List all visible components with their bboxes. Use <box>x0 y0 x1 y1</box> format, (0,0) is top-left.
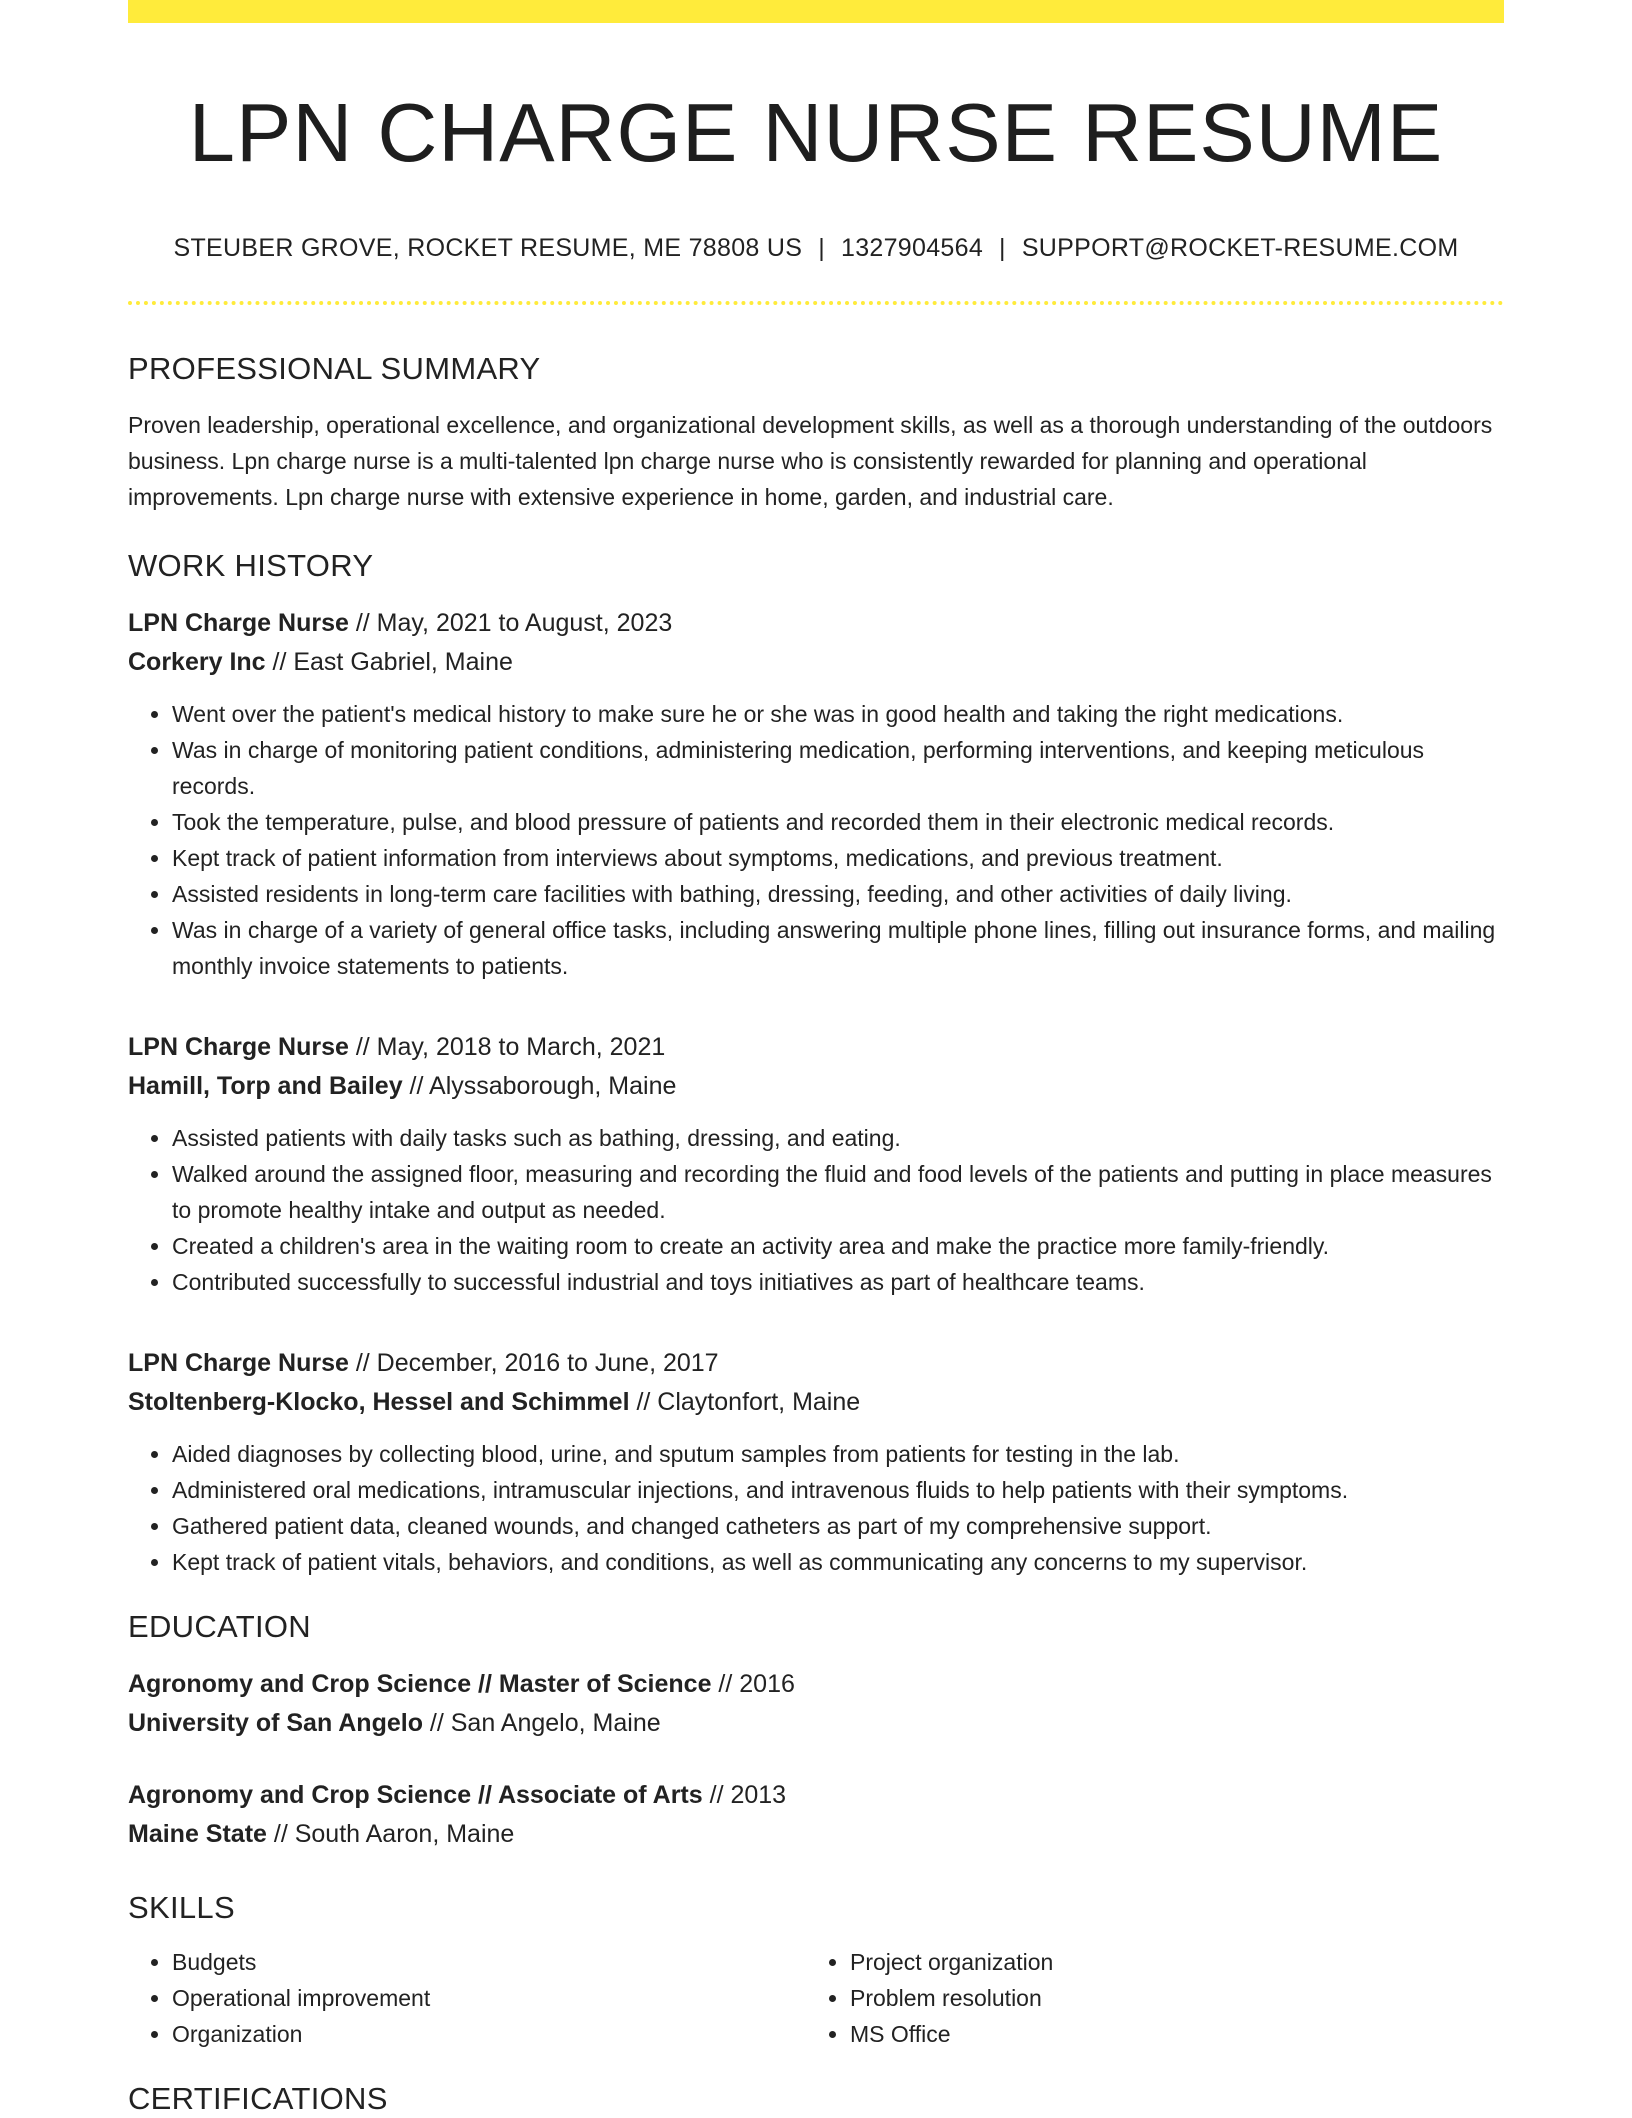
education-year: // 2016 <box>711 1670 795 1699</box>
education-entry <box>128 1665 1504 1743</box>
skill-item: • Budgets <box>172 1944 806 1980</box>
contact-email: SUPPORT@ROCKET-RESUME.COM <box>1021 233 1459 262</box>
job-bullet: • Kept track of patient information from interviews about symptoms, medications, and previous treatment. <box>172 840 1504 876</box>
education-degree-line <box>128 1776 1504 1815</box>
job-title: LPN Charge Nurse <box>128 1032 349 1061</box>
job-bullet: • Assisted residents in long-term care facilities with bathing, dressing, feeding, and other activities of daily living. <box>172 876 1504 912</box>
job-dates: // December, 2016 to June, 2017 <box>348 1348 719 1377</box>
skills-heading: SKILLS <box>128 1890 235 1926</box>
skills-column-left <box>128 1944 806 2052</box>
job-bullet: • Was in charge of monitoring patient conditions, administering medication, performing interventions, and keeping meticulous records. <box>172 732 1504 804</box>
job-location: // Claytonfort, Maine <box>629 1387 861 1416</box>
job-company: Corkery Inc <box>128 647 266 676</box>
job-title-line <box>128 1344 1504 1383</box>
job-title: LPN Charge Nurse <box>128 1348 349 1377</box>
skill-item: • Organization <box>172 2016 806 2052</box>
education-school-line <box>128 1815 1504 1854</box>
resume-content <box>128 23 1504 2118</box>
job-bullet: • Assisted patients with daily tasks such as bathing, dressing, and eating. <box>172 1120 1504 1156</box>
summary-text: Proven leadership, operational excellence, and organizational development skills, as well as a thorough understanding of the outdoors business. Lpn charge nurse is a multi-talented lpn charge nurse who is consistently rewarded for planning and operational improvements. Lpn charge nurse with extensive experience in home, garden, and industrial care. <box>128 411 1493 510</box>
education-entry <box>128 1776 1504 1854</box>
job-title-line <box>128 604 1504 643</box>
job-bullet: • Kept track of patient vitals, behaviors, and conditions, as well as communicating any concerns to my supervisor. <box>172 1544 1504 1580</box>
contact-separator: | <box>999 233 1006 262</box>
page-title: LPN CHARGE NURSE RESUME <box>188 86 1444 179</box>
job-bullet: • Walked around the assigned floor, measuring and recording the fluid and food levels of the patients and putting in place measures to promote healthy intake and output as needed. <box>172 1156 1504 1228</box>
education-school: University of San Angelo <box>128 1709 423 1738</box>
education-degree: Agronomy and Crop Science // Associate of Arts <box>128 1781 703 1810</box>
education-location: // South Aaron, Maine <box>266 1820 515 1849</box>
skill-item: • Project organization <box>850 1944 1484 1980</box>
dotted-divider <box>128 301 1504 305</box>
job-location: // Alyssaborough, Maine <box>402 1071 677 1100</box>
job-dates: // May, 2018 to March, 2021 <box>348 1032 666 1061</box>
skills-column-right <box>806 1944 1484 2052</box>
job-entry <box>128 1344 1504 1580</box>
job-bullet: • Administered oral medications, intramuscular injections, and intravenous fluids to help patients with their symptoms. <box>172 1472 1504 1508</box>
job-entry <box>128 1028 1504 1300</box>
job-entry <box>128 604 1504 984</box>
contact-phone: 1327904564 <box>840 233 984 262</box>
education-degree-line <box>128 1665 1504 1704</box>
job-title: LPN Charge Nurse <box>128 608 349 637</box>
certifications-heading: CERTIFICATIONS <box>128 2081 388 2117</box>
contact-separator: | <box>818 233 825 262</box>
job-company: Stoltenberg-Klocko, Hessel and Schimmel <box>128 1387 630 1416</box>
job-company-line <box>128 643 1504 682</box>
job-bullets <box>128 696 1504 984</box>
job-bullet: • Was in charge of a variety of general office tasks, including answering multiple phone lines, filling out insurance forms, and mailing monthly invoice statements to patients. <box>172 912 1504 984</box>
job-bullet: • Created a children's area in the waiting room to create an activity area and make the practice more family-friendly. <box>172 1228 1504 1264</box>
skill-item: • Operational improvement <box>172 1980 806 2016</box>
job-company-line <box>128 1067 1504 1106</box>
job-company-line <box>128 1383 1504 1422</box>
top-accent-bar <box>128 0 1504 23</box>
education-school-line <box>128 1704 1504 1743</box>
job-location: // East Gabriel, Maine <box>265 647 513 676</box>
job-title-line <box>128 1028 1504 1067</box>
job-bullet: • Aided diagnoses by collecting blood, urine, and sputum samples from patients for testing in the lab. <box>172 1436 1504 1472</box>
job-bullet: • Took the temperature, pulse, and blood pressure of patients and recorded them in their electronic medical records. <box>172 804 1504 840</box>
education-school: Maine State <box>128 1820 267 1849</box>
job-bullets <box>128 1120 1504 1300</box>
skill-item: • MS Office <box>850 2016 1484 2052</box>
skill-item: • Problem resolution <box>850 1980 1484 2016</box>
job-bullet: • Gathered patient data, cleaned wounds, and changed catheters as part of my comprehensive support. <box>172 1508 1504 1544</box>
job-bullet: • Went over the patient's medical history to make sure he or she was in good health and taking the right medications. <box>172 696 1504 732</box>
education-year: // 2013 <box>702 1781 787 1810</box>
job-bullets <box>128 1436 1504 1580</box>
education-heading: EDUCATION <box>128 1608 311 1644</box>
summary-heading: PROFESSIONAL SUMMARY <box>128 350 541 386</box>
education-degree: Agronomy and Crop Science // Master of Science <box>128 1670 712 1699</box>
work-history-heading: WORK HISTORY <box>128 547 374 583</box>
job-company: Hamill, Torp and Bailey <box>128 1071 403 1100</box>
job-dates: // May, 2021 to August, 2023 <box>348 608 673 637</box>
contact-address: STEUBER GROVE, ROCKET RESUME, ME 78808 US <box>173 233 803 262</box>
education-location: // San Angelo, Maine <box>422 1709 661 1738</box>
job-bullet: • Contributed successfully to successful industrial and toys initiatives as part of healthcare teams. <box>172 1264 1504 1300</box>
contact-line <box>128 233 1504 263</box>
skills-list <box>128 1944 1504 2052</box>
